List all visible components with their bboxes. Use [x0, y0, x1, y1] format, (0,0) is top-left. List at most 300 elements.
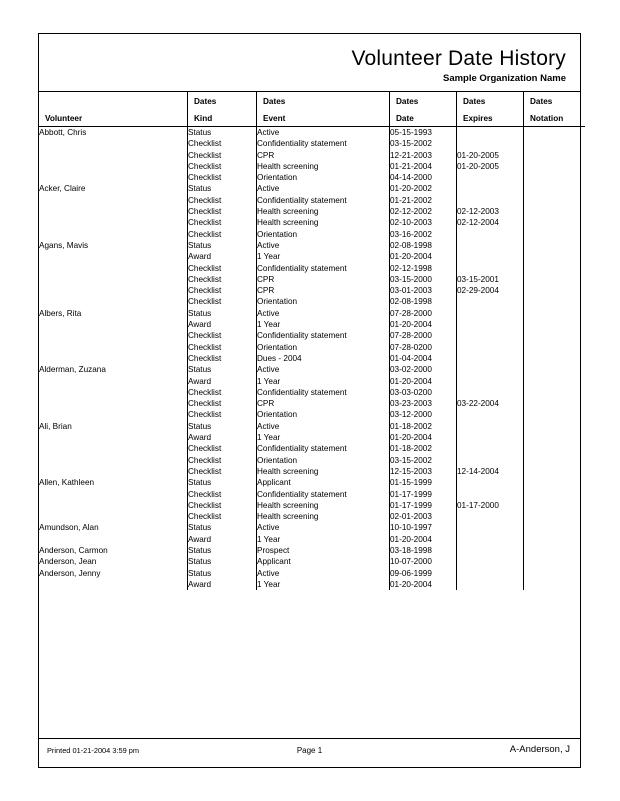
- cell-event: Active: [257, 421, 280, 431]
- cell-date: 03-03-0200: [390, 387, 432, 397]
- dates-expires-cell: [457, 522, 524, 545]
- cell-kind: Checklist: [188, 353, 222, 363]
- cell-expires: [457, 579, 523, 590]
- cell-expires: 02-12-2003: [457, 207, 499, 217]
- cell-date: 12-15-2003: [390, 466, 432, 476]
- report-footer: [39, 738, 580, 767]
- cell-kind: Status: [188, 308, 212, 318]
- cell-kind: Award: [188, 320, 212, 330]
- dates-date-cell: [390, 127, 457, 183]
- cell-notation: [524, 409, 585, 420]
- dates-expires-cell: [457, 127, 524, 183]
- volunteer-name-text: Albers, Rita: [39, 308, 82, 318]
- cell-expires: 03-22-2004: [457, 399, 499, 409]
- table-row: [39, 183, 585, 239]
- cell-event: Orientation: [257, 455, 298, 465]
- cell-kind: Checklist: [188, 218, 222, 228]
- cell-date: 10-10-1997: [390, 523, 432, 533]
- cell-kind: Checklist: [188, 455, 222, 465]
- dates-date-cell: [390, 421, 457, 477]
- cell-kind: Checklist: [188, 466, 222, 476]
- cell-expires: 12-14-2004: [457, 466, 499, 476]
- cell-kind: Checklist: [188, 489, 222, 499]
- cell-notation: [524, 195, 585, 206]
- cell-notation: [524, 217, 585, 228]
- dates-notation-cell: [524, 545, 586, 556]
- column-header-notation-top: Dates: [530, 97, 553, 106]
- cell-kind: Checklist: [188, 444, 222, 454]
- cell-expires: [457, 489, 523, 500]
- cell-event: 1 Year: [257, 320, 281, 330]
- report-page: [38, 33, 581, 768]
- cell-expires: 01-17-2000: [457, 500, 499, 510]
- cell-expires: [457, 296, 523, 307]
- cell-date: 05-15-1993: [390, 128, 432, 137]
- cell-notation: [524, 161, 585, 172]
- cell-event: Orientation: [257, 173, 298, 183]
- cell-kind: Status: [188, 568, 212, 578]
- cell-date: 03-15-2002: [390, 139, 432, 149]
- cell-date: 01-18-2002: [390, 421, 432, 431]
- cell-notation: [524, 556, 585, 567]
- cell-event: Orientation: [257, 229, 298, 239]
- cell-expires: [457, 387, 523, 398]
- cell-expires: [457, 534, 523, 545]
- cell-expires: [457, 229, 523, 240]
- cell-date: 03-12-2000: [390, 410, 432, 420]
- dates-kind-cell: [188, 545, 257, 556]
- cell-event: Active: [257, 308, 280, 318]
- cell-notation: [524, 251, 585, 262]
- dates-kind-cell: [188, 477, 257, 522]
- cell-notation: [524, 319, 585, 330]
- organization-name: Sample Organization Name: [442, 73, 566, 84]
- cell-date: 03-15-2000: [390, 274, 432, 284]
- cell-event: Health screening: [257, 466, 319, 476]
- column-header-kind: [188, 92, 257, 127]
- cell-kind: Status: [188, 545, 212, 555]
- cell-kind: Checklist: [188, 195, 222, 205]
- dates-date-cell: [390, 545, 457, 556]
- dates-expires-cell: [457, 364, 524, 420]
- dates-notation-cell: [524, 364, 586, 420]
- cell-expires: [457, 195, 523, 206]
- cell-date: 01-17-1999: [390, 489, 432, 499]
- volunteer-name: [39, 477, 188, 522]
- cell-notation: [524, 274, 585, 285]
- volunteer-name: [39, 183, 188, 239]
- table-row: [39, 522, 585, 545]
- dates-kind-cell: [188, 240, 257, 308]
- volunteer-history-table: [39, 127, 585, 590]
- cell-date: 03-01-2003: [390, 286, 432, 296]
- cell-notation: [524, 534, 585, 545]
- volunteer-name: [39, 308, 188, 364]
- dates-expires-cell: [457, 556, 524, 567]
- cell-kind: Award: [188, 534, 212, 544]
- cell-date: 02-08-1998: [390, 240, 432, 250]
- cell-expires: [457, 353, 523, 364]
- cell-kind: Checklist: [188, 150, 222, 160]
- cell-event: Health screening: [257, 500, 319, 510]
- dates-notation-cell: [524, 421, 586, 477]
- volunteer-name-text: Allen, Kathleen: [39, 478, 95, 488]
- footer-page-number: Page 1: [296, 746, 323, 755]
- cell-event: Applicant: [257, 478, 291, 488]
- cell-notation: [524, 206, 585, 217]
- cell-notation: [524, 522, 585, 533]
- table-row: [39, 568, 585, 591]
- cell-date: 03-02-2000: [390, 365, 432, 375]
- cell-event: CPR: [257, 286, 275, 296]
- cell-event: 1 Year: [257, 376, 281, 386]
- cell-kind: Checklist: [188, 342, 222, 352]
- dates-event-cell: [257, 364, 390, 420]
- table-row: [39, 545, 585, 556]
- report-body: [39, 127, 580, 590]
- cell-event: Active: [257, 240, 280, 250]
- cell-notation: [524, 387, 585, 398]
- column-header-kind-bottom: Kind: [194, 114, 213, 123]
- cell-notation: [524, 183, 585, 194]
- cell-expires: [457, 127, 523, 138]
- cell-event: CPR: [257, 150, 275, 160]
- cell-expires: [457, 568, 523, 579]
- cell-kind: Award: [188, 376, 212, 386]
- column-header-date: [390, 92, 457, 127]
- cell-expires: [457, 172, 523, 183]
- cell-event: Orientation: [257, 410, 298, 420]
- cell-notation: [524, 489, 585, 500]
- cell-date: 01-20-2004: [390, 376, 432, 386]
- cell-notation: [524, 443, 585, 454]
- volunteer-name-text: Anderson, Jean: [39, 557, 97, 567]
- page-title: Volunteer Date History: [351, 47, 566, 70]
- cell-kind: Status: [188, 365, 212, 375]
- cell-date: 01-20-2002: [390, 184, 432, 194]
- cell-notation: [524, 296, 585, 307]
- dates-date-cell: [390, 240, 457, 308]
- volunteer-name-text: Acker, Claire: [39, 184, 86, 194]
- cell-event: 1 Year: [257, 579, 281, 589]
- column-header-date-bottom: Date: [396, 114, 414, 123]
- dates-date-cell: [390, 364, 457, 420]
- cell-date: 09-06-1999: [390, 568, 432, 578]
- dates-date-cell: [390, 477, 457, 522]
- cell-date: 01-20-2004: [390, 252, 432, 262]
- cell-kind: Award: [188, 252, 212, 262]
- cell-notation: [524, 545, 585, 556]
- cell-kind: Status: [188, 478, 212, 488]
- cell-event: Confidentiality statement: [257, 444, 347, 454]
- dates-kind-cell: [188, 127, 257, 183]
- dates-expires-cell: [457, 308, 524, 364]
- volunteer-name-text: Ali, Brian: [39, 421, 72, 431]
- cell-date: 04-14-2000: [390, 173, 432, 183]
- cell-expires: [457, 556, 523, 567]
- cell-date: 07-28-2000: [390, 331, 432, 341]
- dates-kind-cell: [188, 522, 257, 545]
- cell-event: Confidentiality statement: [257, 489, 347, 499]
- cell-date: 03-16-2002: [390, 229, 432, 239]
- cell-notation: [524, 353, 585, 364]
- dates-date-cell: [390, 522, 457, 545]
- cell-expires: [457, 432, 523, 443]
- cell-date: 02-12-1998: [390, 263, 432, 273]
- dates-event-cell: [257, 240, 390, 308]
- column-header-event: [257, 92, 390, 127]
- cell-notation: [524, 138, 585, 149]
- volunteer-name-text: Agans, Mavis: [39, 240, 89, 250]
- table-row: [39, 308, 585, 364]
- dates-event-cell: [257, 308, 390, 364]
- cell-notation: [524, 229, 585, 240]
- column-header-date-top: Dates: [396, 97, 419, 106]
- column-header-event-bottom: Event: [263, 114, 286, 123]
- dates-expires-cell: [457, 568, 524, 591]
- column-header-notation: [524, 92, 586, 127]
- column-header-volunteer-bottom: Volunteer: [45, 114, 83, 123]
- dates-event-cell: [257, 545, 390, 556]
- cell-date: 02-01-2003: [390, 512, 432, 522]
- cell-notation: [524, 376, 585, 387]
- cell-notation: [524, 342, 585, 353]
- cell-notation: [524, 127, 585, 138]
- column-header-row: [39, 92, 585, 127]
- column-header-table: [39, 92, 585, 127]
- cell-kind: Checklist: [188, 139, 222, 149]
- cell-event: Active: [257, 568, 280, 578]
- cell-date: 01-15-1999: [390, 478, 432, 488]
- cell-event: Confidentiality statement: [257, 263, 347, 273]
- cell-kind: Checklist: [188, 207, 222, 217]
- cell-kind: Status: [188, 557, 212, 567]
- cell-notation: [524, 364, 585, 375]
- cell-expires: [457, 183, 523, 194]
- dates-date-cell: [390, 183, 457, 239]
- volunteer-name: [39, 545, 188, 556]
- cell-kind: Status: [188, 523, 212, 533]
- cell-expires: [457, 263, 523, 274]
- cell-event: Health screening: [257, 161, 319, 171]
- table-row: [39, 477, 585, 522]
- dates-event-cell: [257, 556, 390, 567]
- dates-kind-cell: [188, 421, 257, 477]
- dates-notation-cell: [524, 240, 586, 308]
- cell-expires: [457, 138, 523, 149]
- footer-range: A-Anderson, J: [509, 744, 570, 755]
- report-header: [39, 34, 580, 92]
- volunteer-name-text: Abbott, Chris: [39, 128, 87, 137]
- cell-notation: [524, 240, 585, 251]
- cell-notation: [524, 455, 585, 466]
- cell-event: Active: [257, 365, 280, 375]
- cell-event: 1 Year: [257, 252, 281, 262]
- cell-date: 01-20-2004: [390, 320, 432, 330]
- cell-expires: 01-20-2005: [457, 161, 499, 171]
- cell-date: 01-20-2004: [390, 534, 432, 544]
- cell-date: 01-20-2004: [390, 433, 432, 443]
- cell-expires: 01-20-2005: [457, 150, 499, 160]
- dates-kind-cell: [188, 568, 257, 591]
- cell-notation: [524, 421, 585, 432]
- cell-expires: [457, 477, 523, 488]
- cell-notation: [524, 432, 585, 443]
- dates-notation-cell: [524, 477, 586, 522]
- cell-kind: Status: [188, 128, 212, 137]
- cell-expires: [457, 330, 523, 341]
- table-row: [39, 556, 585, 567]
- cell-kind: Checklist: [188, 229, 222, 239]
- cell-kind: Award: [188, 433, 212, 443]
- column-header-expires-bottom: Expires: [463, 114, 493, 123]
- cell-notation: [524, 500, 585, 511]
- cell-notation: [524, 172, 585, 183]
- dates-expires-cell: [457, 477, 524, 522]
- volunteer-name-text: Anderson, Jenny: [39, 568, 101, 578]
- table-row: [39, 240, 585, 308]
- cell-date: 03-15-2002: [390, 455, 432, 465]
- cell-kind: Checklist: [188, 286, 222, 296]
- cell-expires: [457, 409, 523, 420]
- column-header-expires-top: Dates: [463, 97, 486, 106]
- column-header-notation-bottom: Notation: [530, 114, 564, 123]
- cell-expires: [457, 308, 523, 319]
- cell-notation: [524, 466, 585, 477]
- cell-expires: [457, 364, 523, 375]
- dates-notation-cell: [524, 308, 586, 364]
- dates-notation-cell: [524, 568, 586, 591]
- dates-date-cell: [390, 568, 457, 591]
- cell-notation: [524, 285, 585, 296]
- cell-event: Orientation: [257, 297, 298, 307]
- cell-event: Confidentiality statement: [257, 195, 347, 205]
- volunteer-name-text: Anderson, Carmon: [39, 545, 108, 555]
- cell-event: Dues - 2004: [257, 353, 302, 363]
- volunteer-name: [39, 556, 188, 567]
- dates-event-cell: [257, 421, 390, 477]
- cell-expires: [457, 443, 523, 454]
- dates-date-cell: [390, 556, 457, 567]
- dates-expires-cell: [457, 240, 524, 308]
- cell-event: Applicant: [257, 557, 291, 567]
- cell-date: 02-12-2002: [390, 207, 432, 217]
- volunteer-name: [39, 522, 188, 545]
- dates-kind-cell: [188, 308, 257, 364]
- dates-notation-cell: [524, 556, 586, 567]
- cell-notation: [524, 263, 585, 274]
- cell-kind: Checklist: [188, 274, 222, 284]
- cell-event: Active: [257, 523, 280, 533]
- volunteer-name: [39, 240, 188, 308]
- dates-kind-cell: [188, 364, 257, 420]
- table-row: [39, 364, 585, 420]
- cell-kind: Checklist: [188, 512, 222, 522]
- cell-kind: Status: [188, 240, 212, 250]
- cell-kind: Checklist: [188, 297, 222, 307]
- cell-kind: Checklist: [188, 500, 222, 510]
- cell-expires: [457, 240, 523, 251]
- dates-event-cell: [257, 522, 390, 545]
- cell-event: Active: [257, 128, 280, 137]
- table-row: [39, 421, 585, 477]
- cell-kind: Checklist: [188, 263, 222, 273]
- cell-kind: Award: [188, 579, 212, 589]
- cell-date: 07-28-2000: [390, 308, 432, 318]
- cell-expires: 02-29-2004: [457, 286, 499, 296]
- cell-expires: [457, 421, 523, 432]
- cell-date: 03-18-1998: [390, 545, 432, 555]
- cell-notation: [524, 579, 585, 590]
- dates-event-cell: [257, 568, 390, 591]
- cell-event: 1 Year: [257, 534, 281, 544]
- column-header-kind-top: Dates: [194, 97, 217, 106]
- cell-date: 01-20-2004: [390, 579, 432, 589]
- cell-expires: [457, 545, 523, 556]
- cell-event: CPR: [257, 274, 275, 284]
- cell-event: Confidentiality statement: [257, 387, 347, 397]
- column-header-volunteer: [39, 92, 188, 127]
- cell-kind: Checklist: [188, 410, 222, 420]
- cell-expires: [457, 455, 523, 466]
- cell-date: 01-21-2002: [390, 195, 432, 205]
- cell-notation: [524, 477, 585, 488]
- cell-event: Active: [257, 184, 280, 194]
- dates-event-cell: [257, 183, 390, 239]
- cell-kind: Checklist: [188, 387, 222, 397]
- dates-kind-cell: [188, 183, 257, 239]
- cell-date: 02-10-2003: [390, 218, 432, 228]
- table-row: [39, 127, 585, 183]
- cell-date: 01-04-2004: [390, 353, 432, 363]
- volunteer-name-text: Amundson, Alan: [39, 523, 99, 533]
- volunteer-name-text: Alderman, Zuzana: [39, 365, 106, 375]
- cell-event: CPR: [257, 399, 275, 409]
- dates-event-cell: [257, 477, 390, 522]
- volunteer-name: [39, 127, 188, 183]
- cell-notation: [524, 398, 585, 409]
- cell-expires: [457, 522, 523, 533]
- cell-date: 02-08-1998: [390, 297, 432, 307]
- column-header-event-top: Dates: [263, 97, 286, 106]
- dates-notation-cell: [524, 522, 586, 545]
- footer-printed: Printed 01-21-2004 3:59 pm: [47, 746, 140, 755]
- cell-expires: [457, 376, 523, 387]
- cell-kind: Checklist: [188, 331, 222, 341]
- dates-expires-cell: [457, 183, 524, 239]
- cell-notation: [524, 150, 585, 161]
- dates-event-cell: [257, 127, 390, 183]
- volunteer-name: [39, 568, 188, 591]
- cell-date: 07-28-0200: [390, 342, 432, 352]
- cell-expires: [457, 342, 523, 353]
- column-header-expires: [457, 92, 524, 127]
- cell-event: 1 Year: [257, 433, 281, 443]
- cell-kind: Checklist: [188, 399, 222, 409]
- cell-kind: Status: [188, 184, 212, 194]
- column-header-volunteer-top: [39, 92, 187, 97]
- cell-event: Prospect: [257, 545, 290, 555]
- cell-notation: [524, 308, 585, 319]
- cell-event: Health screening: [257, 512, 319, 522]
- cell-expires: 02-12-2004: [457, 218, 499, 228]
- dates-date-cell: [390, 308, 457, 364]
- cell-expires: 03-15-2001: [457, 274, 499, 284]
- dates-notation-cell: [524, 183, 586, 239]
- cell-event: Health screening: [257, 218, 319, 228]
- dates-notation-cell: [524, 127, 586, 183]
- cell-date: 01-18-2002: [390, 444, 432, 454]
